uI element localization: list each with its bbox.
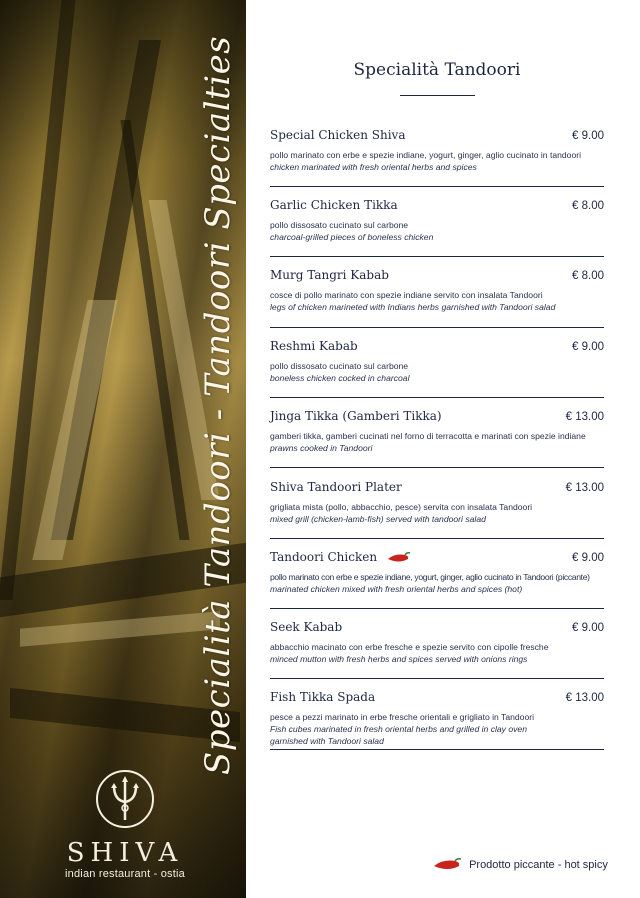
item-name: Special Chicken Shiva — [270, 128, 406, 142]
item-price: € 13.00 — [565, 411, 604, 423]
chili-pepper-icon — [432, 858, 462, 872]
item-divider — [270, 186, 604, 187]
item-name: Garlic Chicken Tikka — [270, 198, 398, 212]
item-name-row — [270, 550, 411, 564]
item-description-en: charcoal-grilled pieces of boneless chicken — [270, 232, 434, 242]
decorative-side-panel — [0, 0, 246, 898]
brand-subtitle: indian restaurant - ostia — [65, 868, 185, 880]
item-name: Murg Tangri Kabab — [270, 268, 389, 282]
item-price: € 9.00 — [572, 552, 604, 564]
item-name: Tandoori Chicken — [270, 550, 378, 564]
section-title: Specialità Tandoori — [353, 60, 521, 80]
item-description-en: boneless chicken cocked in charcoal — [270, 373, 410, 383]
item-divider — [270, 327, 604, 328]
item-price: € 13.00 — [565, 482, 604, 494]
item-description-en: mixed grill (chicken-lamb-fish) served with tandoori salad — [270, 514, 486, 524]
spicy-legend — [432, 858, 608, 872]
item-divider — [270, 256, 604, 257]
item-description-it: abbacchio macinato con erbe fresche e spezie servito con cipolle fresche — [270, 642, 549, 652]
item-name: Jinga Tikka (Gamberi Tikka) — [270, 409, 442, 423]
item-name: Reshmi Kabab — [270, 339, 358, 353]
item-divider — [270, 397, 604, 398]
item-description-it: pollo dissosato cucinato sul carbone — [270, 361, 409, 371]
spicy-legend-text: Prodotto piccante - hot spicy — [469, 858, 608, 871]
item-description-it: pollo marinato con erbe e spezie indiane, yogurt, ginger, aglio cucinato in Tandoori (piccante) — [270, 572, 590, 582]
side-title: Specialità Tandoori - Tandoori Specialties — [198, 35, 238, 775]
item-description-it: pollo marinato con erbe e spezie indiane, yogurt, ginger, aglio cucinato in tandoori — [270, 150, 582, 160]
item-description-en: minced mutton with fresh herbs and spices served with onions rings — [270, 654, 528, 664]
item-divider — [270, 749, 604, 750]
item-description-it: pollo dissosato cucinato sul carbone — [270, 220, 409, 230]
item-description-en: Fish cubes marinated in fresh oriental herbs and grilled in clay oven — [270, 724, 527, 734]
item-price: € 9.00 — [572, 341, 604, 353]
item-description-it: pesce a pezzi marinato in erbe fresche orientali e grigliato in Tandoori — [270, 712, 535, 722]
item-name: Fish Tikka Spada — [270, 690, 376, 704]
brand-name: SHIVA — [66, 838, 184, 868]
item-description-it: grigliata mista (pollo, abbacchio, pesce) servita con insalata Tandoori — [270, 502, 533, 512]
item-price: € 9.00 — [572, 130, 604, 142]
item-price: € 13.00 — [565, 692, 604, 704]
item-price: € 8.00 — [572, 270, 604, 282]
item-divider — [270, 678, 604, 679]
item-description-en: legs of chicken marineted with Indians herbs garnished with Tandoori salad — [270, 302, 556, 312]
item-description-en: prawns cooked in Tandoori — [270, 443, 373, 453]
item-divider — [270, 538, 604, 539]
item-name: Seek Kabab — [270, 620, 343, 634]
item-price: € 8.00 — [572, 200, 604, 212]
trident-emblem-icon — [94, 768, 156, 830]
chili-pepper-icon — [385, 552, 411, 564]
item-divider — [270, 608, 604, 609]
item-description-it: cosce di pollo marinato con spezie indiane servito con insalata Tandoori — [270, 290, 543, 300]
item-price: € 9.00 — [572, 622, 604, 634]
item-description-it: gamberi tikka, gamberi cucinati nel forno di terracotta e marinati con spezie indiane — [270, 431, 586, 441]
title-underline — [400, 95, 475, 96]
item-description-en: marinated chicken mixed with fresh oriental herbs and spices (hot) — [270, 584, 523, 594]
item-description-en: chicken marinated with fresh oriental herbs and spices — [270, 162, 477, 172]
item-name: Shiva Tandoori Plater — [270, 480, 402, 494]
brand-logo — [60, 768, 190, 880]
item-description-en-continued: garnished with Tandoori salad — [270, 736, 384, 746]
item-divider — [270, 467, 604, 468]
